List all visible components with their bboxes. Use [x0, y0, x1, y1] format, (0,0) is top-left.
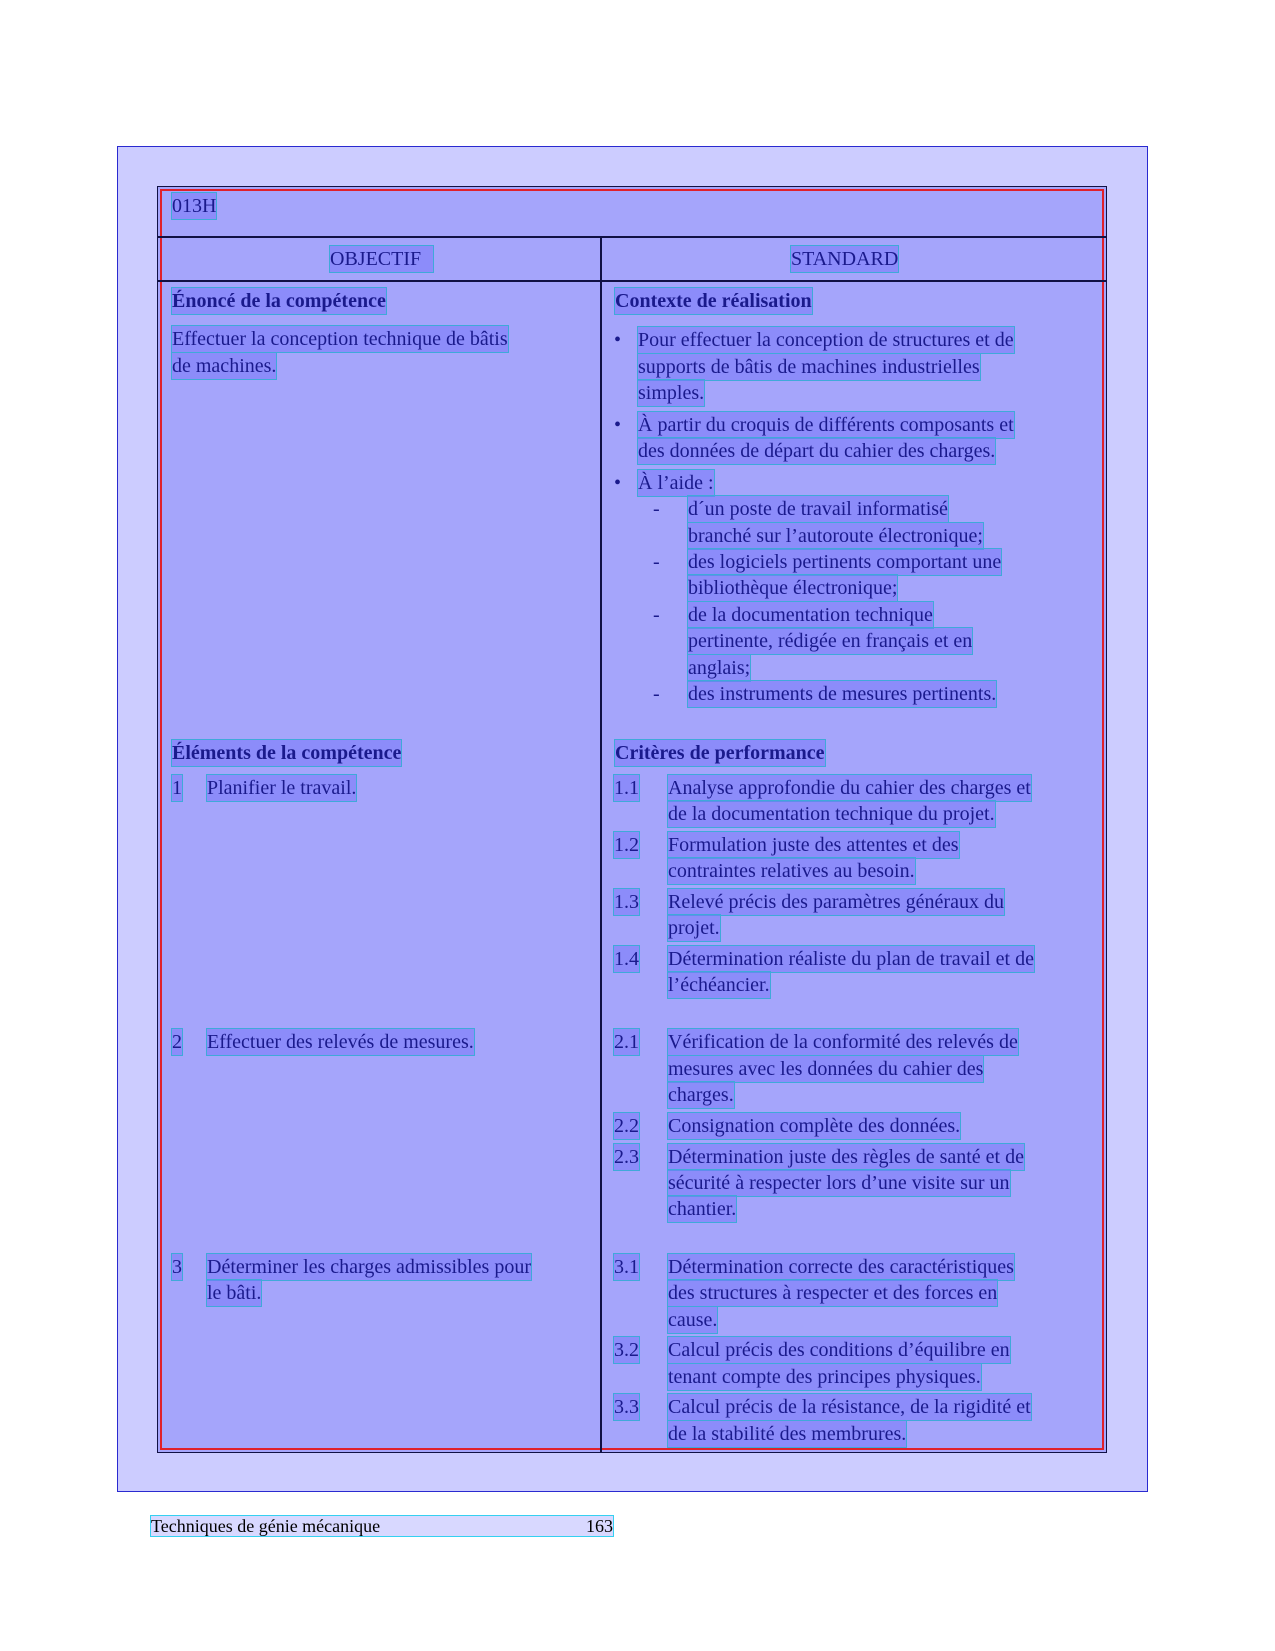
- element-line: le bâti.: [207, 1282, 262, 1304]
- criterion-line: de la stabilité des membrures.: [668, 1423, 907, 1445]
- context-subitem-line: anglais;: [688, 657, 751, 679]
- column-header-divider: [157, 280, 1107, 282]
- context-subitem-line: des logiciels pertinents comportant une: [688, 551, 1002, 573]
- criterion-number: 3.3: [614, 1396, 639, 1418]
- criterion-line: l’échéancier.: [668, 974, 770, 996]
- context-subitem-line: branché sur l’autoroute électronique;: [688, 525, 983, 547]
- context-subitem-line: d´un poste de travail informatisé: [688, 498, 948, 520]
- element-line: Planifier le travail.: [207, 777, 357, 799]
- criterion-number: 1.1: [614, 777, 639, 799]
- element-number: 2: [172, 1031, 182, 1053]
- criterion-line: Relevé précis des paramètres généraux du: [668, 891, 1004, 913]
- context-bullet-line: Pour effectuer la conception de structures et de: [638, 329, 1014, 351]
- criterion-line: Formulation juste des attentes et des: [668, 834, 959, 856]
- column-header-objectif: OBJECTIF: [330, 246, 433, 272]
- context-bullet-line: simples.: [638, 382, 705, 404]
- element-line: Déterminer les charges admissibles pour: [207, 1256, 531, 1278]
- enonce-line: de machines.: [172, 355, 277, 377]
- criterion-line: Vérification de la conformité des relevés de: [668, 1031, 1018, 1053]
- context-subitem-line: de la documentation technique: [688, 604, 933, 626]
- context-bullet-line: À l’aide :: [638, 472, 714, 494]
- criterion-line: contraintes relatives au besoin.: [668, 860, 915, 882]
- criterion-line: de la documentation technique du projet.: [668, 803, 995, 825]
- bullet-marker: •: [614, 414, 622, 436]
- criterion-line: Détermination juste des règles de santé et de: [668, 1146, 1024, 1168]
- context-subitem-line: bibliothèque électronique;: [688, 577, 898, 599]
- criterion-line: cause.: [668, 1309, 718, 1331]
- competency-code: 013H: [172, 195, 217, 217]
- criterion-number: 3.2: [614, 1339, 639, 1361]
- criterion-line: Calcul précis de la résistance, de la rigidité et: [668, 1396, 1031, 1418]
- criterion-number: 1.2: [614, 834, 639, 856]
- criterion-line: des structures à respecter et des forces en: [668, 1282, 998, 1304]
- criterion-line: chantier.: [668, 1198, 737, 1220]
- context-bullet-line: des données de départ du cahier des charges.: [638, 440, 996, 462]
- criterion-number: 2.2: [614, 1115, 639, 1137]
- criterion-line: Détermination réaliste du plan de travail et de: [668, 948, 1034, 970]
- criterion-number: 1.3: [614, 891, 639, 913]
- criterion-line: projet.: [668, 917, 720, 939]
- contexte-heading: Contexte de réalisation: [615, 290, 812, 312]
- elements-heading: Éléments de la compétence: [172, 742, 402, 764]
- element-number: 3: [172, 1256, 182, 1278]
- criterion-line: Calcul précis des conditions d’équilibre en: [668, 1339, 1010, 1361]
- dash-marker: -: [653, 498, 660, 520]
- context-bullet-line: supports de bâtis de machines industrielles: [638, 356, 980, 378]
- dash-marker: -: [653, 604, 660, 626]
- enonce-line: Effectuer la conception technique de bâtis: [172, 328, 508, 350]
- criterion-line: tenant compte des principes physiques.: [668, 1366, 981, 1388]
- criterion-number: 2.1: [614, 1031, 639, 1053]
- criterion-line: Détermination correcte des caractéristiques: [668, 1256, 1014, 1278]
- criterion-line: mesures avec les données du cahier des: [668, 1058, 984, 1080]
- criterion-number: 2.3: [614, 1146, 639, 1168]
- dash-marker: -: [653, 551, 660, 573]
- header-divider: [157, 236, 1107, 238]
- criterion-number: 1.4: [614, 948, 639, 970]
- bullet-marker: •: [614, 472, 622, 494]
- bullet-marker: •: [614, 329, 622, 351]
- column-header-standard: STANDARD: [791, 248, 899, 270]
- element-number: 1: [172, 777, 182, 799]
- context-bullet-line: À partir du croquis de différents composants et: [638, 414, 1014, 436]
- criterion-line: sécurité à respecter lors d’une visite sur un: [668, 1172, 1010, 1194]
- criterion-line: Consignation complète des données.: [668, 1115, 961, 1137]
- criterion-number: 3.1: [614, 1256, 639, 1278]
- criterion-line: Analyse approfondie du cahier des charges et: [668, 777, 1031, 799]
- criteria-heading: Critères de performance: [615, 742, 825, 764]
- enonce-heading: Énoncé de la compétence: [172, 290, 386, 312]
- criterion-line: charges.: [668, 1084, 734, 1106]
- column-divider: [600, 236, 602, 1453]
- page-number: 163: [586, 1516, 613, 1536]
- dash-marker: -: [653, 683, 660, 705]
- context-subitem-line: des instruments de mesures pertinents.: [688, 683, 997, 705]
- element-line: Effectuer des relevés de mesures.: [207, 1031, 474, 1053]
- footer: [151, 1516, 613, 1536]
- context-subitem-line: pertinente, rédigée en français et en: [688, 630, 973, 652]
- footer-title: Techniques de génie mécanique: [151, 1516, 381, 1536]
